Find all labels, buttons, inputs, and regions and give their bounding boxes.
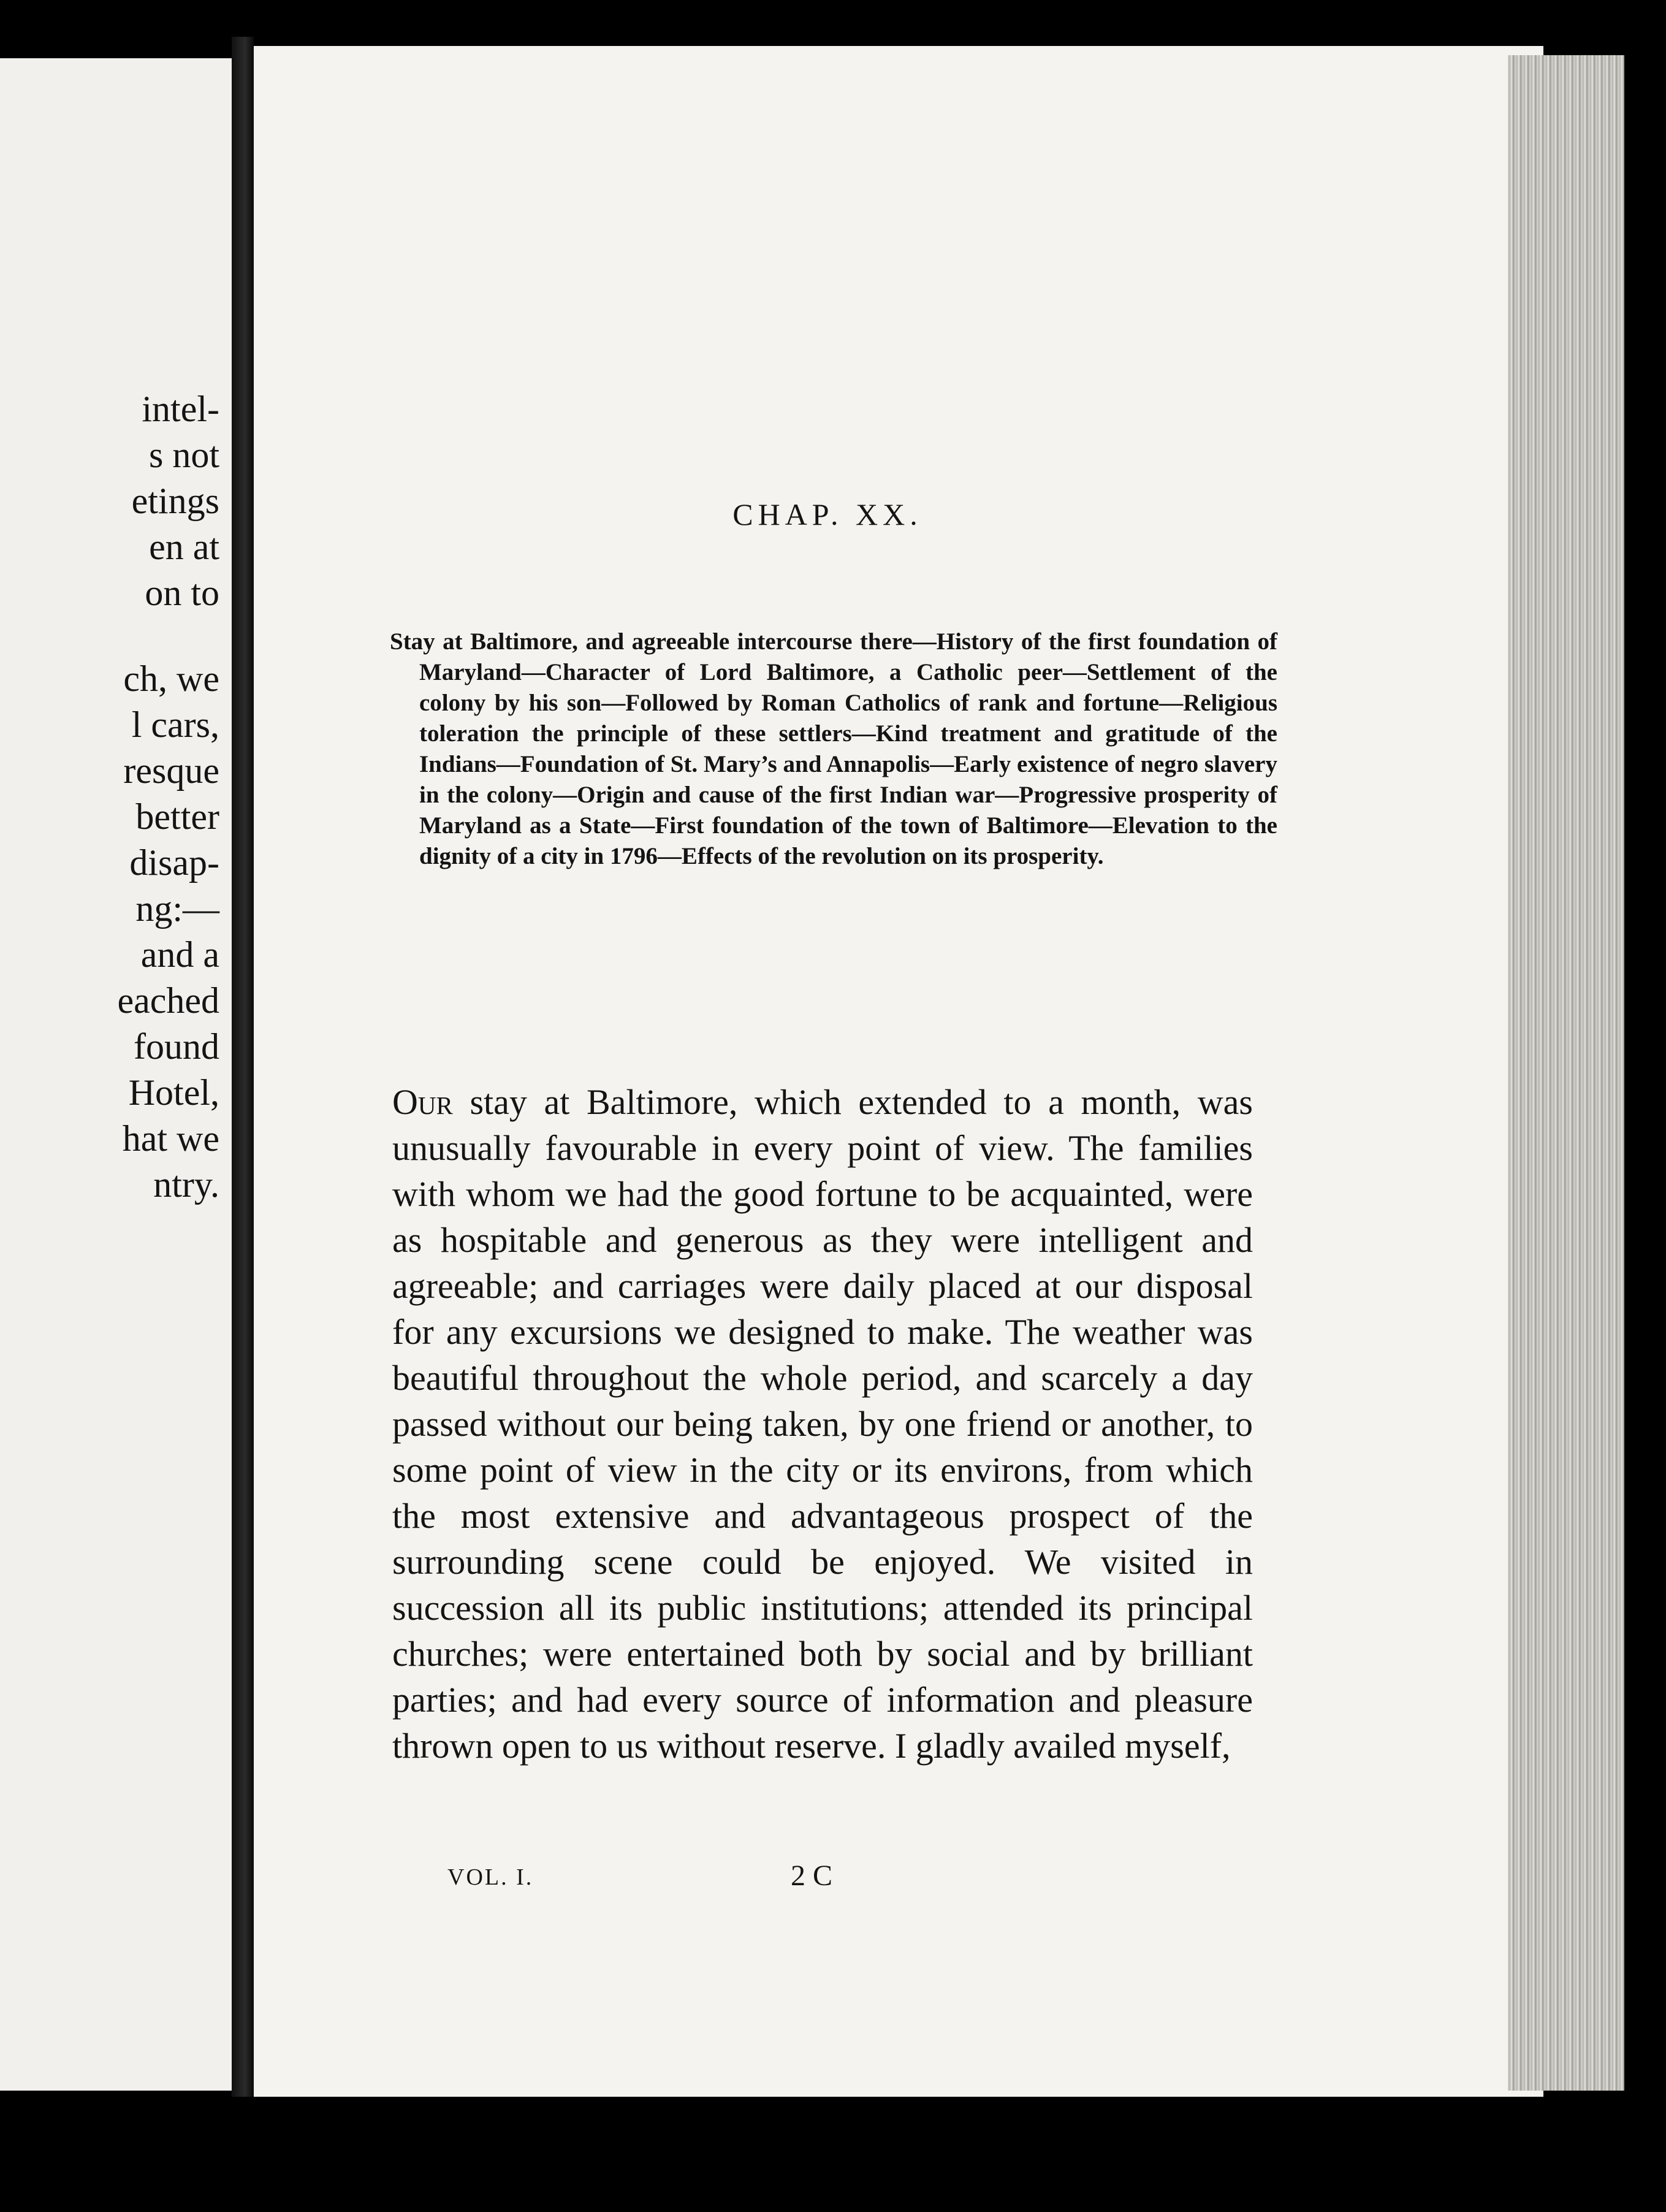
left-line: disap- [129,842,219,883]
left-line: intel- [142,389,219,429]
volume-label: VOL. I. [447,1864,534,1890]
left-line: ntry. [153,1164,219,1205]
chapter-title: CHAP. XX. [732,497,922,532]
left-line: l cars, [131,704,219,745]
left-line: on to [145,573,219,613]
signature-mark: 2 C [791,1859,833,1892]
left-line: ng:— [135,888,219,929]
left-line: hat we [122,1118,219,1159]
left-line: ch, we [123,658,219,699]
drop-word: Our [392,1082,453,1122]
body-paragraph [392,1079,1253,1769]
body-text: stay at Baltimore, which extended to a month, was unusually favourable in every point of view. The families with whom we had the good fortune to be acquainted, were as hospitable and generous as they were intelligent and agreeable; and carriages were daily placed at our disposal for any excursions we designed to make. The weather was beautiful throughout the whole period, and scarcely a day passed without our being taken, by one friend or another, to some point of view in the city or its environs, from which the most extensive and advantageous prospect of the surrounding scene could be enjoyed. We visited in succession all its public institutions; attended its principal churches; were entertained both by social and by brilliant parties; and had every source of information and pleasure thrown open to us without reserve. I gladly availed myself, [392,1082,1253,1766]
left-line: eached [117,980,219,1021]
left-line: resque [123,750,219,791]
left-line: en at [149,527,219,567]
left-facing-page [0,58,232,2091]
left-line: and a [140,934,219,975]
book-gutter [232,37,254,2097]
left-line: Hotel, [128,1072,219,1113]
left-line: better [135,796,219,837]
chapter-summary: Stay at Baltimore, and agreeable intercourse there—History of the first foundation of Maryland—Character of Lord Baltimore, a Catholic peer—Settlement of the colony by his son—Followed by Roman Catholics of rank and fortune—Religious toleration the principle of these settlers—Kind treatment and gratitude of the Indians—Foundation of St. Mary’s and Annapolis—Early existence of negro slavery in the colony—Origin and cause of the first Indian war—Progressive prosperity of Maryland as a State—First foundation of the town of Baltimore—Elevation to the dignity of a city in 1796—Effects of the revolution on its prosperity. [390,628,1277,869]
page-edge [1508,55,1624,2091]
left-line: found [134,1026,219,1067]
left-line: etings [131,481,219,521]
left-line: s not [148,435,219,475]
page-footer [447,1859,1060,1913]
main-page [254,46,1543,2097]
